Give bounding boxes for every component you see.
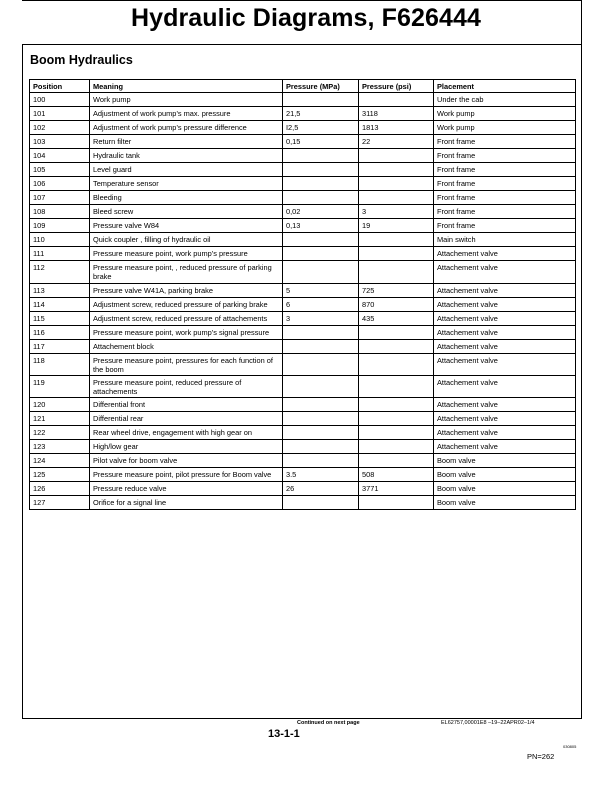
cell-pressure-mpa <box>283 339 359 353</box>
cell-position: 120 <box>30 398 90 412</box>
cell-meaning: Bleed screw <box>90 205 283 219</box>
cell-meaning: Adjustment of work pump’s pressure difference <box>90 121 283 135</box>
cell-placement: Attachement valve <box>434 311 576 325</box>
table-row <box>30 297 576 311</box>
cell-pressure-mpa <box>283 149 359 163</box>
cell-placement: Front frame <box>434 205 576 219</box>
continued-note: Continued on next page <box>297 720 360 726</box>
cell-placement: Front frame <box>434 191 576 205</box>
cell-position: 127 <box>30 496 90 510</box>
cell-placement: Boom valve <box>434 482 576 496</box>
column-header-placement: Placement <box>434 80 576 93</box>
cell-position: 118 <box>30 353 90 375</box>
page-frame-right <box>581 0 582 718</box>
cell-pressure-mpa <box>283 261 359 283</box>
cell-pressure-mpa <box>283 233 359 247</box>
cell-placement: Front frame <box>434 149 576 163</box>
table-row <box>30 121 576 135</box>
cell-meaning: Temperature sensor <box>90 177 283 191</box>
cell-meaning: Hydraulic tank <box>90 149 283 163</box>
table-row <box>30 426 576 440</box>
cell-meaning: Pilot valve for boom valve <box>90 454 283 468</box>
cell-placement: Attachement valve <box>434 376 576 398</box>
cell-pressure-psi: 870 <box>359 297 434 311</box>
table-row <box>30 191 576 205</box>
cell-position: 107 <box>30 191 90 205</box>
cell-placement: Front frame <box>434 163 576 177</box>
cell-placement: Under the cab <box>434 93 576 107</box>
cell-placement: Attachement valve <box>434 283 576 297</box>
cell-pressure-mpa <box>283 353 359 375</box>
cell-pressure-psi <box>359 163 434 177</box>
cell-placement: Attachement valve <box>434 398 576 412</box>
cell-pressure-mpa <box>283 412 359 426</box>
table-row <box>30 247 576 261</box>
table-row <box>30 93 576 107</box>
cell-meaning: Pressure reduce valve <box>90 482 283 496</box>
cell-pressure-psi <box>359 261 434 283</box>
column-header-meaning: Meaning <box>90 80 283 93</box>
cell-pressure-psi <box>359 93 434 107</box>
cell-pressure-psi <box>359 177 434 191</box>
cell-position: 114 <box>30 297 90 311</box>
cell-pressure-psi: 1813 <box>359 121 434 135</box>
table-row <box>30 440 576 454</box>
table-row <box>30 261 576 283</box>
table-row <box>30 398 576 412</box>
cell-pressure-psi <box>359 440 434 454</box>
table-row <box>30 233 576 247</box>
cell-pressure-mpa: 0,13 <box>283 219 359 233</box>
cell-meaning: Level guard <box>90 163 283 177</box>
cell-position: 115 <box>30 311 90 325</box>
page-title: Hydraulic Diagrams, F626444 <box>130 4 482 32</box>
cell-pressure-psi <box>359 496 434 510</box>
cell-position: 122 <box>30 426 90 440</box>
table-row <box>30 177 576 191</box>
table-row <box>30 468 576 482</box>
cell-pressure-mpa: 26 <box>283 482 359 496</box>
cell-meaning: Rear wheel drive, engagement with high gear on <box>90 426 283 440</box>
cell-pressure-mpa: 3.5 <box>283 468 359 482</box>
cell-placement: Attachement valve <box>434 353 576 375</box>
cell-placement: Work pump <box>434 121 576 135</box>
cell-pressure-psi: 3 <box>359 205 434 219</box>
cell-placement: Main switch <box>434 233 576 247</box>
table-row <box>30 149 576 163</box>
cell-pressure-psi <box>359 233 434 247</box>
cell-placement: Attachement valve <box>434 426 576 440</box>
cell-pressure-mpa: 0,02 <box>283 205 359 219</box>
table-row <box>30 205 576 219</box>
page-frame-left <box>22 44 23 718</box>
cell-meaning: Bleeding <box>90 191 283 205</box>
cell-meaning: Orifice for a signal line <box>90 496 283 510</box>
cell-position: 124 <box>30 454 90 468</box>
cell-position: 109 <box>30 219 90 233</box>
cell-meaning: Differential front <box>90 398 283 412</box>
cell-position: 103 <box>30 135 90 149</box>
cell-pressure-mpa: 3 <box>283 311 359 325</box>
cell-pressure-psi: 435 <box>359 311 434 325</box>
cell-meaning: Pressure measure point, , reduced pressure of parking brake <box>90 261 283 283</box>
cell-placement: Front frame <box>434 219 576 233</box>
cell-pressure-psi: 3118 <box>359 107 434 121</box>
cell-position: 101 <box>30 107 90 121</box>
cell-position: 100 <box>30 93 90 107</box>
cell-meaning: Pressure measure point, work pump’s signal pressure <box>90 325 283 339</box>
cell-position: 106 <box>30 177 90 191</box>
cell-pressure-psi <box>359 247 434 261</box>
cell-pressure-psi: 3771 <box>359 482 434 496</box>
cell-placement: Attachement valve <box>434 412 576 426</box>
footer-rule <box>22 718 582 719</box>
cell-meaning: Adjustment screw, reduced pressure of parking brake <box>90 297 283 311</box>
cell-placement: Front frame <box>434 177 576 191</box>
small-print-code: 030805 <box>563 744 577 749</box>
cell-meaning: Pressure measure point, pilot pressure for Boom valve <box>90 468 283 482</box>
cell-position: 121 <box>30 412 90 426</box>
table-row <box>30 325 576 339</box>
cell-placement: Boom valve <box>434 496 576 510</box>
cell-pressure-mpa: I2,5 <box>283 121 359 135</box>
column-header-pressure-mpa: Pressure (MPa) <box>283 80 359 93</box>
cell-pressure-psi <box>359 376 434 398</box>
cell-pressure-mpa <box>283 93 359 107</box>
cell-position: 111 <box>30 247 90 261</box>
title-top-rule <box>22 0 582 1</box>
cell-pressure-psi: 508 <box>359 468 434 482</box>
cell-pressure-mpa <box>283 426 359 440</box>
cell-pressure-mpa: 21,5 <box>283 107 359 121</box>
pn-number: PN=262 <box>527 752 555 761</box>
cell-placement: Boom valve <box>434 454 576 468</box>
cell-pressure-mpa: 6 <box>283 297 359 311</box>
cell-pressure-mpa <box>283 325 359 339</box>
cell-pressure-mpa: 0,15 <box>283 135 359 149</box>
table-row <box>30 482 576 496</box>
table-row <box>30 376 576 398</box>
cell-pressure-mpa <box>283 440 359 454</box>
table-row <box>30 219 576 233</box>
cell-meaning: Pressure measure point, work pump’s pressure <box>90 247 283 261</box>
cell-meaning: Adjustment of work pump’s max. pressure <box>90 107 283 121</box>
table-row <box>30 107 576 121</box>
cell-meaning: Work pump <box>90 93 283 107</box>
table-row <box>30 454 576 468</box>
cell-placement: Attachement valve <box>434 247 576 261</box>
cell-position: 112 <box>30 261 90 283</box>
table-row <box>30 311 576 325</box>
cell-meaning: Pressure valve W41A, parking brake <box>90 283 283 297</box>
column-header-pressure-psi: Pressure (psi) <box>359 80 434 93</box>
cell-position: 126 <box>30 482 90 496</box>
cell-placement: Attachement valve <box>434 297 576 311</box>
cell-meaning: Adjustment screw, reduced pressure of attachements <box>90 311 283 325</box>
hydraulic-components-table <box>29 79 576 510</box>
page-number: 13-1-1 <box>268 728 300 740</box>
cell-position: 119 <box>30 376 90 398</box>
cell-placement: Front frame <box>434 135 576 149</box>
table-row <box>30 135 576 149</box>
column-header-position: Position <box>30 80 90 93</box>
cell-pressure-mpa <box>283 454 359 468</box>
table-row <box>30 412 576 426</box>
cell-meaning: Return filter <box>90 135 283 149</box>
cell-placement: Attachement valve <box>434 261 576 283</box>
cell-pressure-mpa <box>283 398 359 412</box>
cell-pressure-psi <box>359 191 434 205</box>
table-row <box>30 339 576 353</box>
table-row <box>30 496 576 510</box>
cell-position: 123 <box>30 440 90 454</box>
cell-pressure-psi <box>359 426 434 440</box>
cell-placement: Boom valve <box>434 468 576 482</box>
cell-pressure-psi <box>359 412 434 426</box>
cell-placement: Attachement valve <box>434 339 576 353</box>
cell-pressure-psi <box>359 325 434 339</box>
cell-meaning: Attachement block <box>90 339 283 353</box>
cell-pressure-mpa <box>283 247 359 261</box>
cell-pressure-psi: 19 <box>359 219 434 233</box>
cell-pressure-psi <box>359 149 434 163</box>
cell-meaning: High/low gear <box>90 440 283 454</box>
cell-meaning: Differential rear <box>90 412 283 426</box>
document-code: EL62757,00001E8 –19–22APR02–1/4 <box>441 720 535 726</box>
cell-pressure-psi: 22 <box>359 135 434 149</box>
cell-pressure-psi: 725 <box>359 283 434 297</box>
cell-meaning: Pressure measure point, reduced pressure of attachements <box>90 376 283 398</box>
cell-pressure-psi <box>359 339 434 353</box>
cell-position: 117 <box>30 339 90 353</box>
table-body <box>30 93 576 510</box>
section-title: Boom Hydraulics <box>30 53 133 67</box>
cell-pressure-mpa: 5 <box>283 283 359 297</box>
cell-placement: Attachement valve <box>434 325 576 339</box>
table-row <box>30 353 576 375</box>
cell-pressure-psi <box>359 398 434 412</box>
cell-position: 110 <box>30 233 90 247</box>
cell-placement: Attachement valve <box>434 440 576 454</box>
table-row <box>30 163 576 177</box>
cell-pressure-mpa <box>283 177 359 191</box>
cell-position: 125 <box>30 468 90 482</box>
cell-pressure-mpa <box>283 191 359 205</box>
cell-pressure-mpa <box>283 376 359 398</box>
cell-position: 108 <box>30 205 90 219</box>
cell-position: 104 <box>30 149 90 163</box>
cell-meaning: Pressure measure point, pressures for each function of the boom <box>90 353 283 375</box>
cell-position: 105 <box>30 163 90 177</box>
cell-position: 113 <box>30 283 90 297</box>
cell-pressure-mpa <box>283 496 359 510</box>
cell-meaning: Quick coupler , filling of hydraulic oil <box>90 233 283 247</box>
table-row <box>30 283 576 297</box>
cell-pressure-psi <box>359 353 434 375</box>
table-header-row <box>30 80 576 93</box>
title-divider <box>22 44 582 45</box>
cell-position: 116 <box>30 325 90 339</box>
cell-pressure-mpa <box>283 163 359 177</box>
cell-pressure-psi <box>359 454 434 468</box>
cell-position: 102 <box>30 121 90 135</box>
cell-meaning: Pressure valve W84 <box>90 219 283 233</box>
cell-placement: Work pump <box>434 107 576 121</box>
